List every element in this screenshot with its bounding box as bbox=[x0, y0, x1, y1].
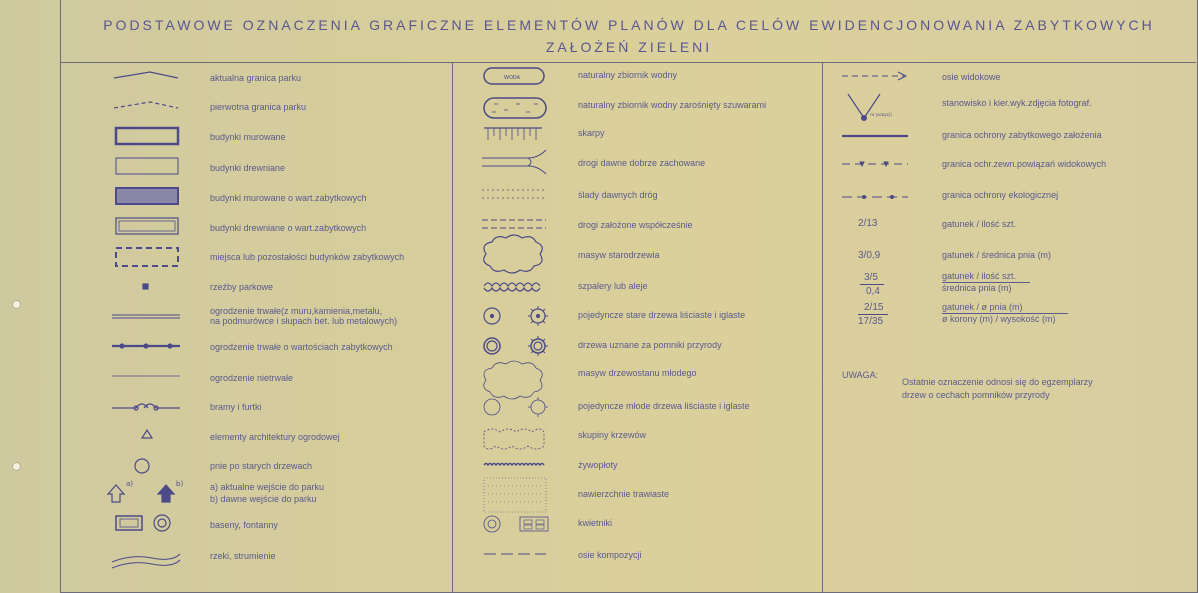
historic-brick-building-icon bbox=[116, 188, 178, 204]
legend-label: pierwotna granica parku bbox=[210, 102, 307, 112]
sculpture-icon bbox=[143, 284, 148, 289]
current-park-border-icon bbox=[114, 72, 178, 78]
fraction-bar bbox=[860, 284, 884, 285]
hedge-icon bbox=[484, 464, 544, 466]
legend-label: drogi dawne dobrze zachowane bbox=[578, 158, 706, 168]
note-text: Ostatnie oznaczenie odnosi się do egzemplarzy bbox=[902, 377, 1093, 387]
young-stand-icon bbox=[484, 361, 543, 399]
species-count-fraction-bottom: 0,4 bbox=[866, 286, 880, 297]
legend-label: szpalery lub aleje bbox=[578, 281, 648, 291]
column-divider bbox=[822, 62, 823, 592]
legend-label: naturalny zbiornik wodny zarośnięty szuwarami bbox=[578, 100, 767, 110]
legend-label: pojedyncze młode drzewa liściaste i iglaste bbox=[578, 401, 750, 411]
photo-station-text: nr pozycji bbox=[870, 113, 892, 118]
legend-label: b) dawne wejście do parku bbox=[210, 494, 317, 504]
old-stand-icon bbox=[484, 235, 543, 273]
historic-wooden-building-icon bbox=[116, 218, 178, 234]
note-text: drzew o cechach pomników przyrody bbox=[902, 390, 1050, 400]
legend-label: budynki drewniane bbox=[210, 163, 286, 173]
species-diameter-symbol: 3/0,9 bbox=[858, 250, 881, 261]
legend-label: pojedyncze stare drzewa liściaste i iglaste bbox=[578, 310, 746, 320]
title-line-1: PODSTAWOWE OZNACZENIA GRAFICZNE ELEMENTÓW PLANÓW DLA CELÓW EWIDENCJONOWANIA ZABYTKOWYCH bbox=[103, 17, 1155, 33]
legend-label: gatunek / średnica pnia (m) bbox=[942, 250, 1052, 260]
shrub-group-icon bbox=[484, 429, 544, 449]
svg-text:b): b) bbox=[176, 480, 184, 488]
legend-label: baseny, fontanny bbox=[210, 520, 278, 530]
legend-label: ogrodzenie nietrwałe bbox=[210, 373, 294, 383]
avenue-icon bbox=[484, 283, 540, 286]
legend-label: pnie po starych drzewach bbox=[210, 461, 313, 471]
title-divider bbox=[60, 62, 1196, 63]
water-label: WODA bbox=[504, 75, 521, 81]
legend-label: nawierzchnie trawiaste bbox=[578, 489, 670, 499]
legend-label: a) aktualne wejście do parku bbox=[210, 482, 325, 492]
young-conifer-tree-icon bbox=[531, 400, 545, 414]
brick-building-icon bbox=[116, 128, 178, 144]
flowerbed-round-icon bbox=[484, 516, 500, 532]
legend-label: średnica pnia (m) bbox=[942, 283, 1012, 293]
monument-conifer-icon bbox=[531, 339, 545, 353]
legend-label: masyw starodrzewia bbox=[578, 250, 660, 260]
old-road-icon bbox=[482, 150, 546, 158]
col1-symbols bbox=[110, 70, 190, 590]
legend-label: naturalny zbiornik wodny bbox=[578, 70, 678, 80]
wooden-building-icon bbox=[116, 158, 178, 174]
river-icon bbox=[112, 554, 180, 562]
legend-label: ogrodzenie trwałe o wartościach zabytkowych bbox=[210, 342, 393, 352]
legend-label: rzeki, strumienie bbox=[210, 551, 276, 561]
tree-monument-fraction-top: 2/15 bbox=[864, 302, 884, 313]
legend-label: budynki murowane bbox=[210, 132, 286, 142]
legend-label: gatunek / ilość szt. bbox=[942, 271, 1017, 281]
legend-label: rzeźby parkowe bbox=[210, 282, 274, 292]
legend-label: granica ochrony zabytkowego założenia bbox=[942, 130, 1102, 140]
legend-label: ślady dawnych dróg bbox=[578, 190, 658, 200]
lawn-icon bbox=[484, 478, 546, 512]
legend-label: bramy i furtki bbox=[210, 402, 262, 412]
legend-label: kwietniki bbox=[578, 518, 613, 528]
legend-label: drogi założone współcześnie bbox=[578, 220, 693, 230]
legend-label: ogrodzenie trwałe(z muru,kamienia,metalu, bbox=[210, 306, 383, 316]
legend-label: budynki murowane o wart.zabytkowych bbox=[210, 193, 367, 203]
legend-label: granica ochr.zewn.powiązań widokowych bbox=[942, 159, 1107, 169]
legend-label: osie kompozycji bbox=[578, 550, 642, 560]
legend-label: stanowisko i kier.wyk.zdjęcia fotograf. bbox=[942, 98, 1092, 108]
legend-label: skupiny krzewów bbox=[578, 430, 647, 440]
tree-monument-fraction-bottom: 17/35 bbox=[858, 316, 884, 327]
legend-label: drzewa uznane za pomniki przyrody bbox=[578, 340, 722, 350]
legend-label: żywopłoty bbox=[578, 460, 618, 470]
legend-label: osie widokowe bbox=[942, 72, 1001, 82]
reedy-water-body-icon bbox=[484, 98, 546, 118]
legend-label: skarpy bbox=[578, 128, 605, 138]
monument-tree-icon bbox=[484, 338, 500, 354]
species-count-fraction-top: 3/5 bbox=[864, 272, 878, 283]
legend-label: ø korony (m) / wysokość (m) bbox=[942, 314, 1056, 324]
current-entrance-icon bbox=[108, 485, 124, 502]
original-park-border-icon bbox=[114, 102, 178, 108]
svg-text:a): a) bbox=[126, 480, 134, 488]
species-count-symbol: 2/13 bbox=[858, 218, 878, 229]
punch-hole bbox=[12, 300, 21, 309]
fountain-icon bbox=[154, 515, 170, 531]
legend-label: aktualna granica parku bbox=[210, 73, 302, 83]
legend-label: elementy architektury ogrodowej bbox=[210, 432, 340, 442]
column-divider bbox=[452, 62, 453, 592]
building-remains-icon bbox=[116, 248, 178, 266]
note-label: UWAGA: bbox=[842, 370, 879, 380]
legend-label: granica ochrony ekologicznej bbox=[942, 190, 1059, 200]
legend-label: na podmurówce i słupach bet. lub metalowych) bbox=[210, 316, 398, 326]
young-deciduous-tree-icon bbox=[484, 399, 500, 415]
col3-symbols bbox=[840, 66, 930, 336]
legend-title bbox=[60, 14, 1198, 58]
col2-symbols bbox=[478, 66, 568, 591]
legend-label: masyw drzewostanu młodego bbox=[578, 368, 697, 378]
legend-label: budynki drewniane o wart.zabytkowych bbox=[210, 223, 367, 233]
title-line-2: ZAŁOŻEŃ ZIELENI bbox=[545, 39, 713, 55]
punch-hole bbox=[12, 462, 21, 471]
fraction-bar bbox=[858, 314, 888, 315]
legend-label: gatunek / ilość szt. bbox=[942, 219, 1017, 229]
legend-label: miejsca lub pozostałości budynków zabytkowych bbox=[210, 252, 405, 262]
legend-label: gatunek / ø pnia (m) bbox=[942, 302, 1023, 312]
former-entrance-icon bbox=[158, 485, 174, 502]
garden-architecture-icon bbox=[142, 430, 152, 438]
tree-stump-icon bbox=[135, 459, 149, 473]
